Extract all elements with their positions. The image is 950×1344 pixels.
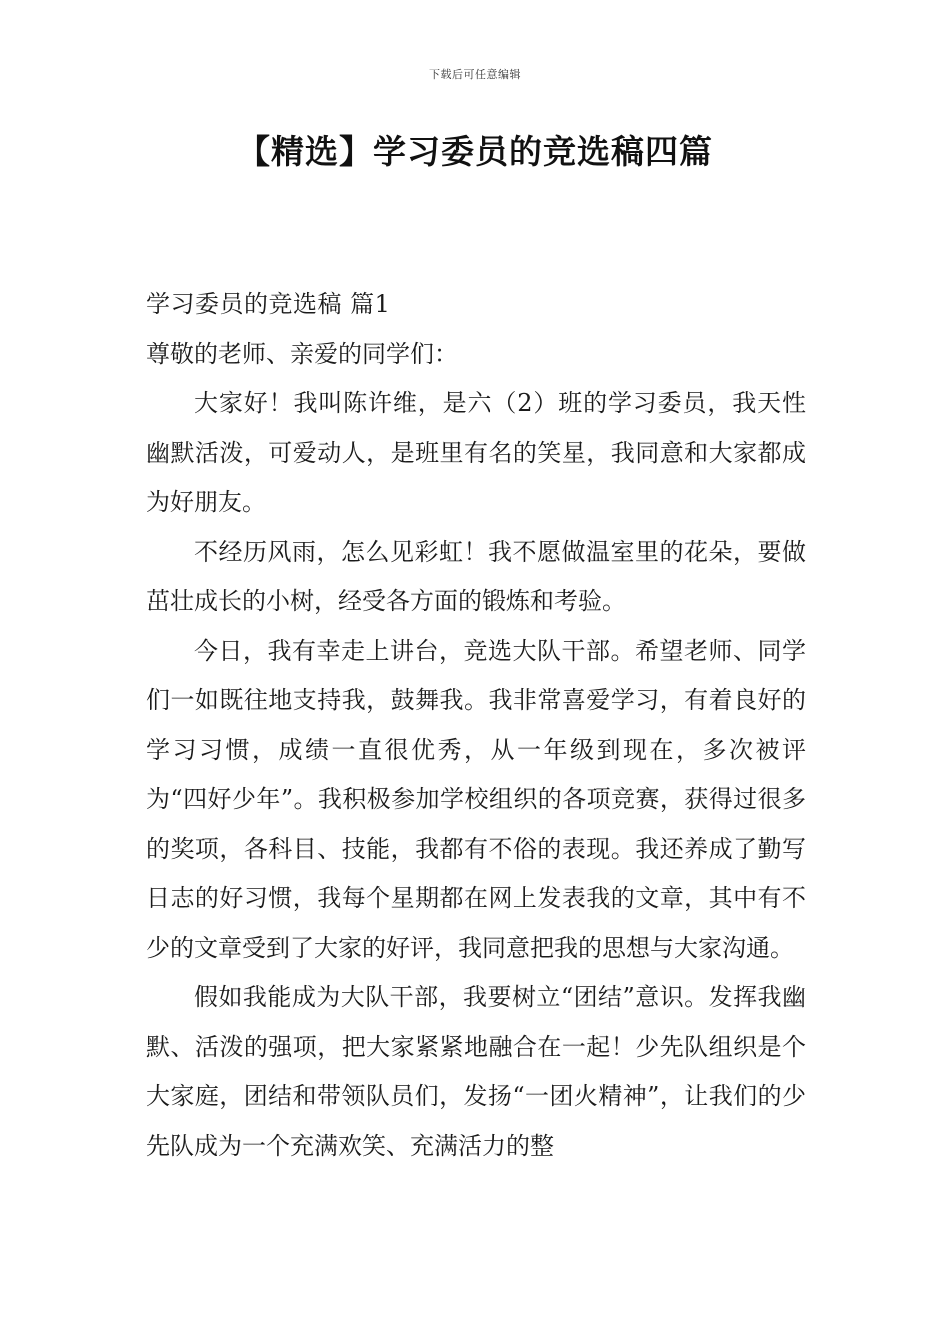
paragraph: 大家好！我叫陈许维，是六（2）班的学习委员，我天性幽默活泼，可爱动人，是班里有名的笑星，我同意和大家都成为好朋友。 xyxy=(146,389,806,516)
document-title: 【精选】学习委员的竞选稿四篇 xyxy=(237,132,713,171)
paragraph: 假如我能成为大队干部，我要树立“团结”意识。发挥我幽默、活泼的强项，把大家紧紧地融合在一起！少先队组织是个大家庭，团结和带领队员们，发扬“一团火精神”，让我们的少先队成为一个充满欢笑、充满活力的整 xyxy=(146,983,806,1160)
paragraph: 今日，我有幸走上讲台，竞选大队干部。希望老师、同学们一如既往地支持我，鼓舞我。我非常喜爱学习，有着良好的学习习惯，成绩一直很优秀，从一年级到现在，多次被评为“四好少年”。我积极参加学校组织的各项竞赛，获得过很多的奖项，各科目、技能，我都有不俗的表现。我还养成了勤写日志的好习惯，我每个星期都在网上发表我的文章，其中有不少的文章受到了大家的好评，我同意把我的思想与大家沟通。 xyxy=(146,636,806,962)
header-note: 下载后可任意编辑 xyxy=(429,68,521,81)
paragraph: 不经历风雨，怎么见彩虹！我不愿做温室里的花朵，要做茁壮成长的小树，经受各方面的锻炼和考验。 xyxy=(146,537,806,615)
salutation: 尊敬的老师、亲爱的同学们： xyxy=(146,339,458,368)
section-heading: 学习委员的竞选稿 篇1 xyxy=(146,290,391,318)
document-body xyxy=(146,280,806,1171)
